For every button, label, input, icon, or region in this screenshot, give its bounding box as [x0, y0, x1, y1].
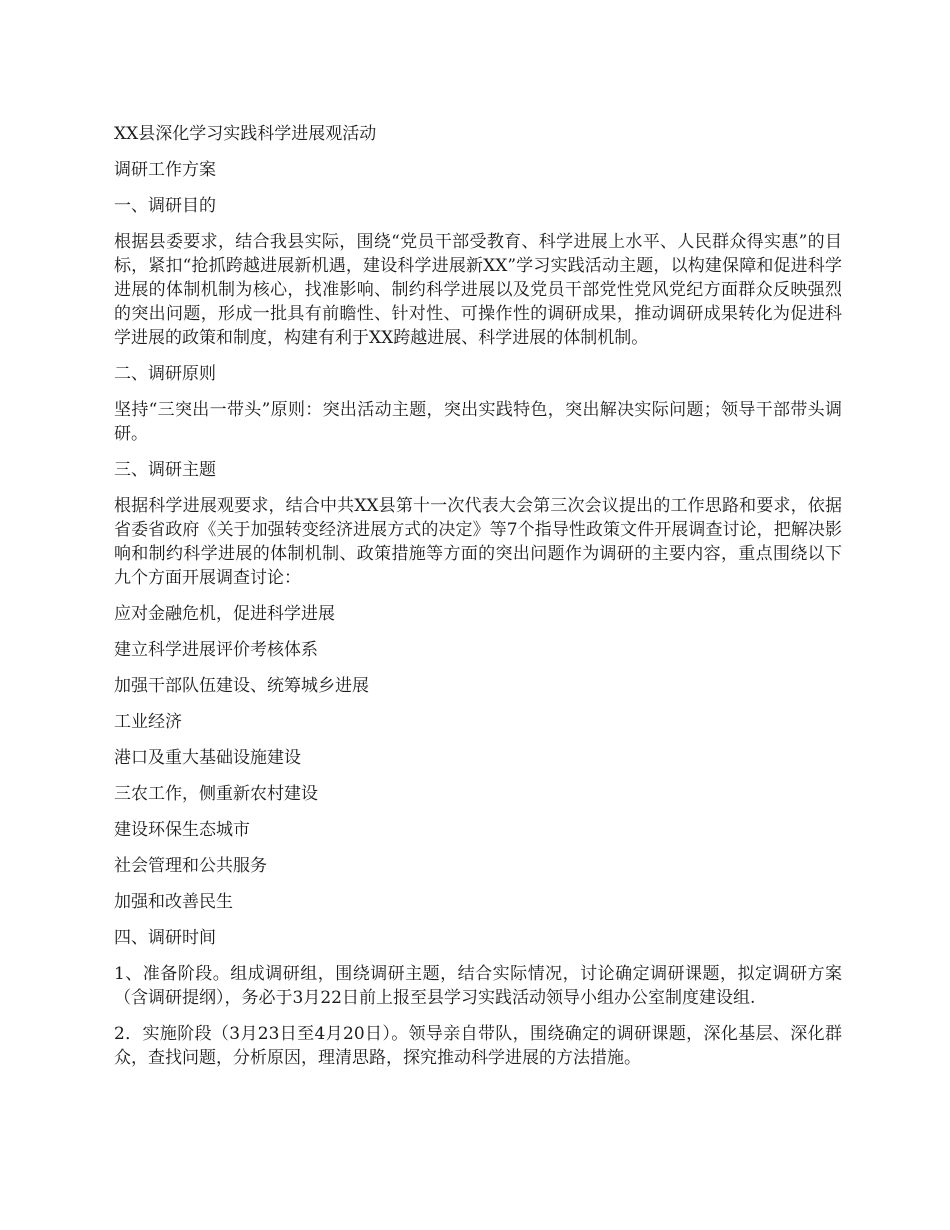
document-subtitle: 调研工作方案	[114, 160, 216, 180]
document-page	[114, 122, 842, 1082]
section-heading-schedule: 四、调研时间	[114, 928, 216, 948]
section-paragraph: 根据县委要求，结合我县实际，围绕“党员干部受教育、科学进展上水平、人民群众得实惠”的目标，紧扣“抢抓跨越进展新机遇，建设科学进展新XX”学习实践活动主题，以构建保障和促进科学进展的体制机制为核心，找准影响、制约科学进展以及党员干部党性党风党纪方面群众反映强烈的突出问题，形成一批具有前瞻性、针对性、可操作性的调研成果，推动调研成果转化为促进科学进展的政策和制度，构建有利于XX跨越进展、科学进展的体制机制。	[114, 232, 842, 348]
document-title: XX县深化学习实践科学进展观活动	[114, 124, 377, 144]
section-paragraph: 根据科学进展观要求，结合中共XX县第十一次代表大会第三次会议提出的工作思路和要求，依据省委省政府《关于加强转变经济进展方式的决定》等7个指导性政策文件开展调查讨论，把解决影响和制约科学进展的体制机制、政策措施等方面的突出问题作为调研的主要内容，重点围绕以下九个方面开展调查讨论：	[114, 496, 842, 588]
section-paragraph: 1、准备阶段。组成调研组，围绕调研主题，结合实际情况，讨论确定调研课题，拟定调研方案（含调研提纲），务必于3月22日前上报至县学习实践活动领导小组办公室制度建设组.	[114, 964, 842, 1008]
topic-item: 建立科学进展评价考核体系	[114, 640, 318, 660]
section-heading-principles: 二、调研原则	[114, 364, 216, 384]
section-heading-topics: 三、调研主题	[114, 460, 216, 480]
section-paragraph: 2．实施阶段（3月23日至4月20日）。领导亲自带队，围绕确定的调研课题，深化基层、深化群众，查找问题，分析原因，理清思路，探究推动科学进展的方法措施。	[114, 1024, 842, 1068]
topic-item: 三农工作，侧重新农村建设	[114, 784, 318, 804]
topic-item: 建设环保生态城市	[114, 820, 250, 840]
section-heading-purpose: 一、调研目的	[114, 196, 216, 216]
topic-item: 港口及重大基础设施建设	[114, 748, 301, 768]
topic-item: 加强和改善民生	[114, 892, 233, 912]
topic-item: 应对金融危机，促进科学进展	[114, 604, 335, 624]
topic-item: 加强干部队伍建设、统筹城乡进展	[114, 676, 369, 696]
section-paragraph: 坚持“三突出一带头”原则：突出活动主题，突出实践特色，突出解决实际问题；领导干部带头调研。	[114, 400, 842, 444]
topic-item: 工业经济	[114, 712, 182, 732]
topic-item: 社会管理和公共服务	[114, 856, 267, 876]
